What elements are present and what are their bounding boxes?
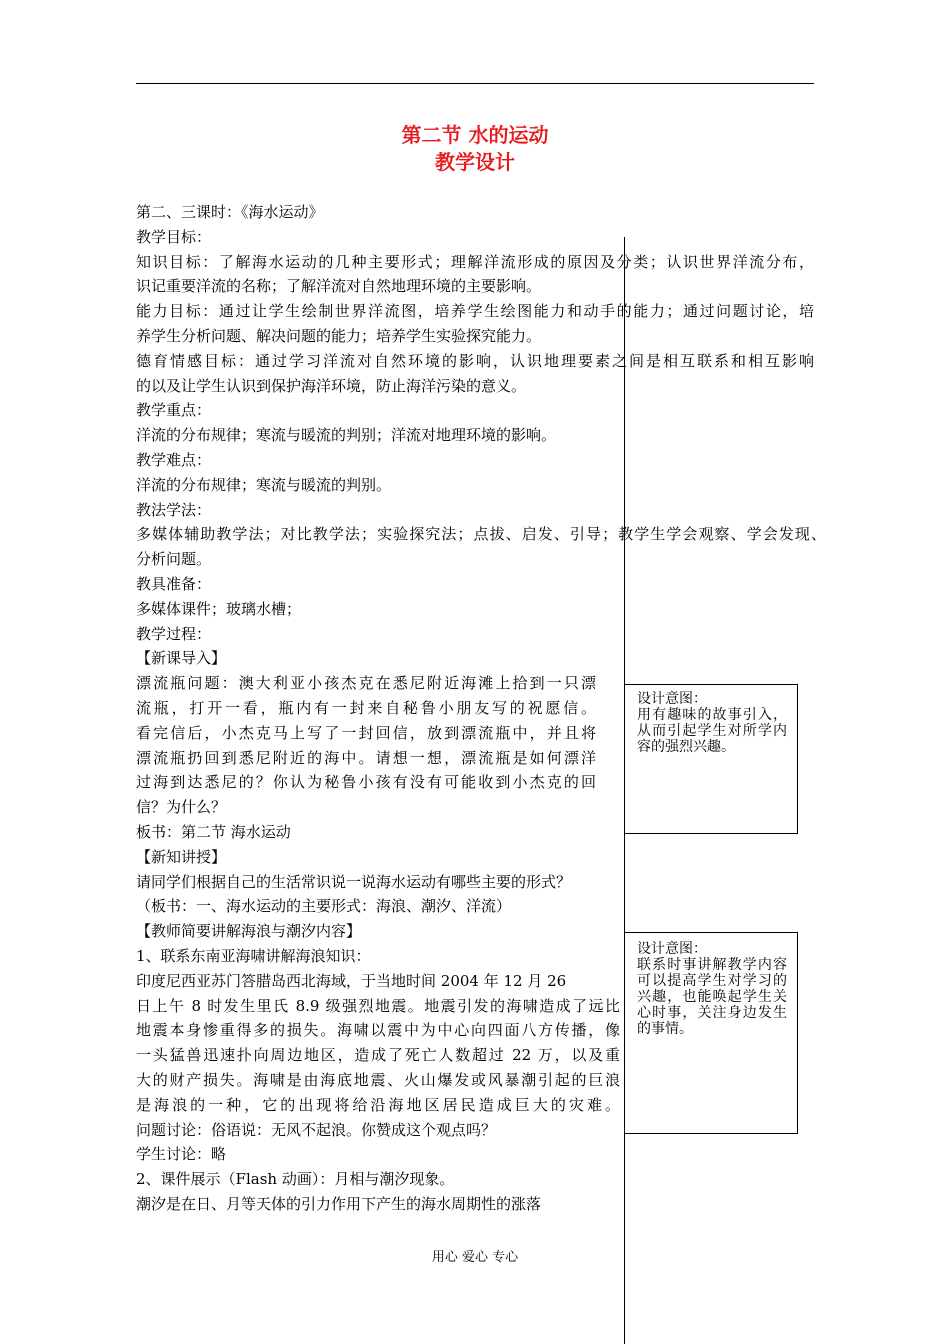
header-rule	[136, 83, 814, 84]
body-line: 地震本身惨重得多的损失。海啸以震中为中心向四面八方传播，像	[136, 1021, 620, 1040]
design-intent-label: 设计意图：	[637, 941, 707, 957]
body-line: 漂流瓶扔回到悉尼附近的海中。请想一想，漂流瓶是如何漂洋	[136, 748, 596, 767]
body-line: 教具准备：	[136, 575, 212, 593]
body-line: 漂流瓶问题：澳大利亚小孩杰克在悉尼附近海滩上拾到一只漂	[136, 674, 596, 693]
body-line: 分析问题。	[136, 550, 212, 569]
body-line: 2、课件展示（Flash 动画）：月相与潮汐现象。	[136, 1170, 455, 1189]
body-line: 大的财产损失。海啸是由海底地震、火山爆发或风暴潮引起的巨浪	[136, 1071, 620, 1089]
body-line: （板书：一、海水运动的主要形式：海浪、潮汐、洋流）	[136, 897, 512, 916]
design-intent-text: 用有趣味的故事引入，从而引起学生对所学内容的强烈兴趣。	[637, 707, 787, 755]
body-line: 养学生分析问题、解决问题的能力；培养学生实验探究能力。	[136, 327, 542, 345]
body-line: 1、联系东南亚海啸讲解海浪知识：	[136, 947, 371, 965]
body-line: 日上午 8 时发生里氏 8.9 级强烈地震。地震引发的海啸造成了远比	[136, 996, 620, 1015]
body-line: 【新课导入】	[136, 649, 227, 668]
design-intent-box-2	[624, 932, 798, 1134]
body-line: 德育情感目标：通过学习洋流对自然环境的影响，认识地理要素之间是相互联系和相互影响	[136, 351, 814, 370]
body-line: 信？为什么？	[136, 798, 227, 817]
body-line: 是海浪的一种，它的出现将给沿海地区居民造成巨大的灾难。	[136, 1095, 620, 1114]
page-footer: 用心 爱心 专心	[431, 1250, 519, 1265]
body-line: 多媒体辅助教学法；对比教学法；实验探究法；点拔、启发、引导；教学生学会观察、学会发现、	[136, 525, 826, 544]
body-line: 教学难点：	[136, 451, 212, 469]
design-intent-text: 联系时事讲解教学内容可以提高学生对学习的兴趣，也能唤起学生关心时事，关注身边发生的事情。	[637, 957, 787, 1037]
body-line: 【教师简要讲解海浪与潮汐内容】	[136, 922, 362, 941]
body-line: 教学过程：	[136, 624, 212, 643]
page-title: 第二节 水的运动	[401, 123, 549, 147]
body-line: 【新知讲授】	[136, 847, 227, 866]
body-line: 教学目标：	[136, 227, 212, 246]
body-line: 能力目标：通过让学生绘制世界洋流图，培养学生绘图能力和动手的能力；通过问题讨论，培	[136, 302, 814, 321]
body-line: 板书：第二节 海水运动	[136, 823, 291, 841]
body-line: 学生讨论：略	[136, 1145, 227, 1164]
body-line: 第二、三课时：《海水运动》	[136, 203, 324, 221]
body-line: 知识目标：了解海水运动的几种主要形式；理解洋流形成的原因及分类；认识世界洋流分布，	[136, 252, 814, 271]
body-line: 请同学们根据自己的生活常识说一说海水运动有哪些主要的形式？	[136, 872, 572, 891]
page-subtitle: 教学设计	[435, 150, 515, 174]
body-line: 教学重点：	[136, 401, 212, 420]
body-line: 一头猛兽迅速扑向周边地区，造成了死亡人数超过 22 万，以及重	[136, 1046, 620, 1065]
body-line: 看完信后，小杰克马上写了一封回信，放到漂流瓶中，并且将	[136, 723, 596, 742]
design-intent-box-1	[624, 684, 798, 834]
body-line: 流瓶，打开一看，瓶内有一封来自秘鲁小朋友写的祝愿信。	[136, 699, 596, 717]
body-line: 洋流的分布规律；寒流与暖流的判别。	[136, 475, 392, 494]
body-line: 印度尼西亚苏门答腊岛西北海域，于当地时间 2004 年 12 月 26	[136, 971, 567, 990]
body-line: 的以及让学生认识到保护海洋环境，防止海洋污染的意义。	[136, 376, 527, 395]
body-line: 教法学法：	[136, 500, 212, 519]
body-line: 过海到达悉尼的？你认为秘鲁小孩有没有可能收到小杰克的回	[136, 773, 596, 792]
body-line: 识记重要洋流的名称；了解洋流对自然地理环境的主要影响。	[136, 277, 542, 296]
body-line: 问题讨论：俗语说：无风不起浪。你赞成这个观点吗？	[136, 1120, 497, 1139]
body-line: 多媒体课件；玻璃水槽；	[136, 599, 302, 618]
design-intent-label: 设计意图：	[637, 691, 707, 707]
body-line: 潮汐是在日、月等天体的引力作用下产生的海水周期性的涨落	[136, 1195, 542, 1213]
body-line: 洋流的分布规律；寒流与暖流的判别；洋流对地理环境的影响。	[136, 426, 557, 445]
